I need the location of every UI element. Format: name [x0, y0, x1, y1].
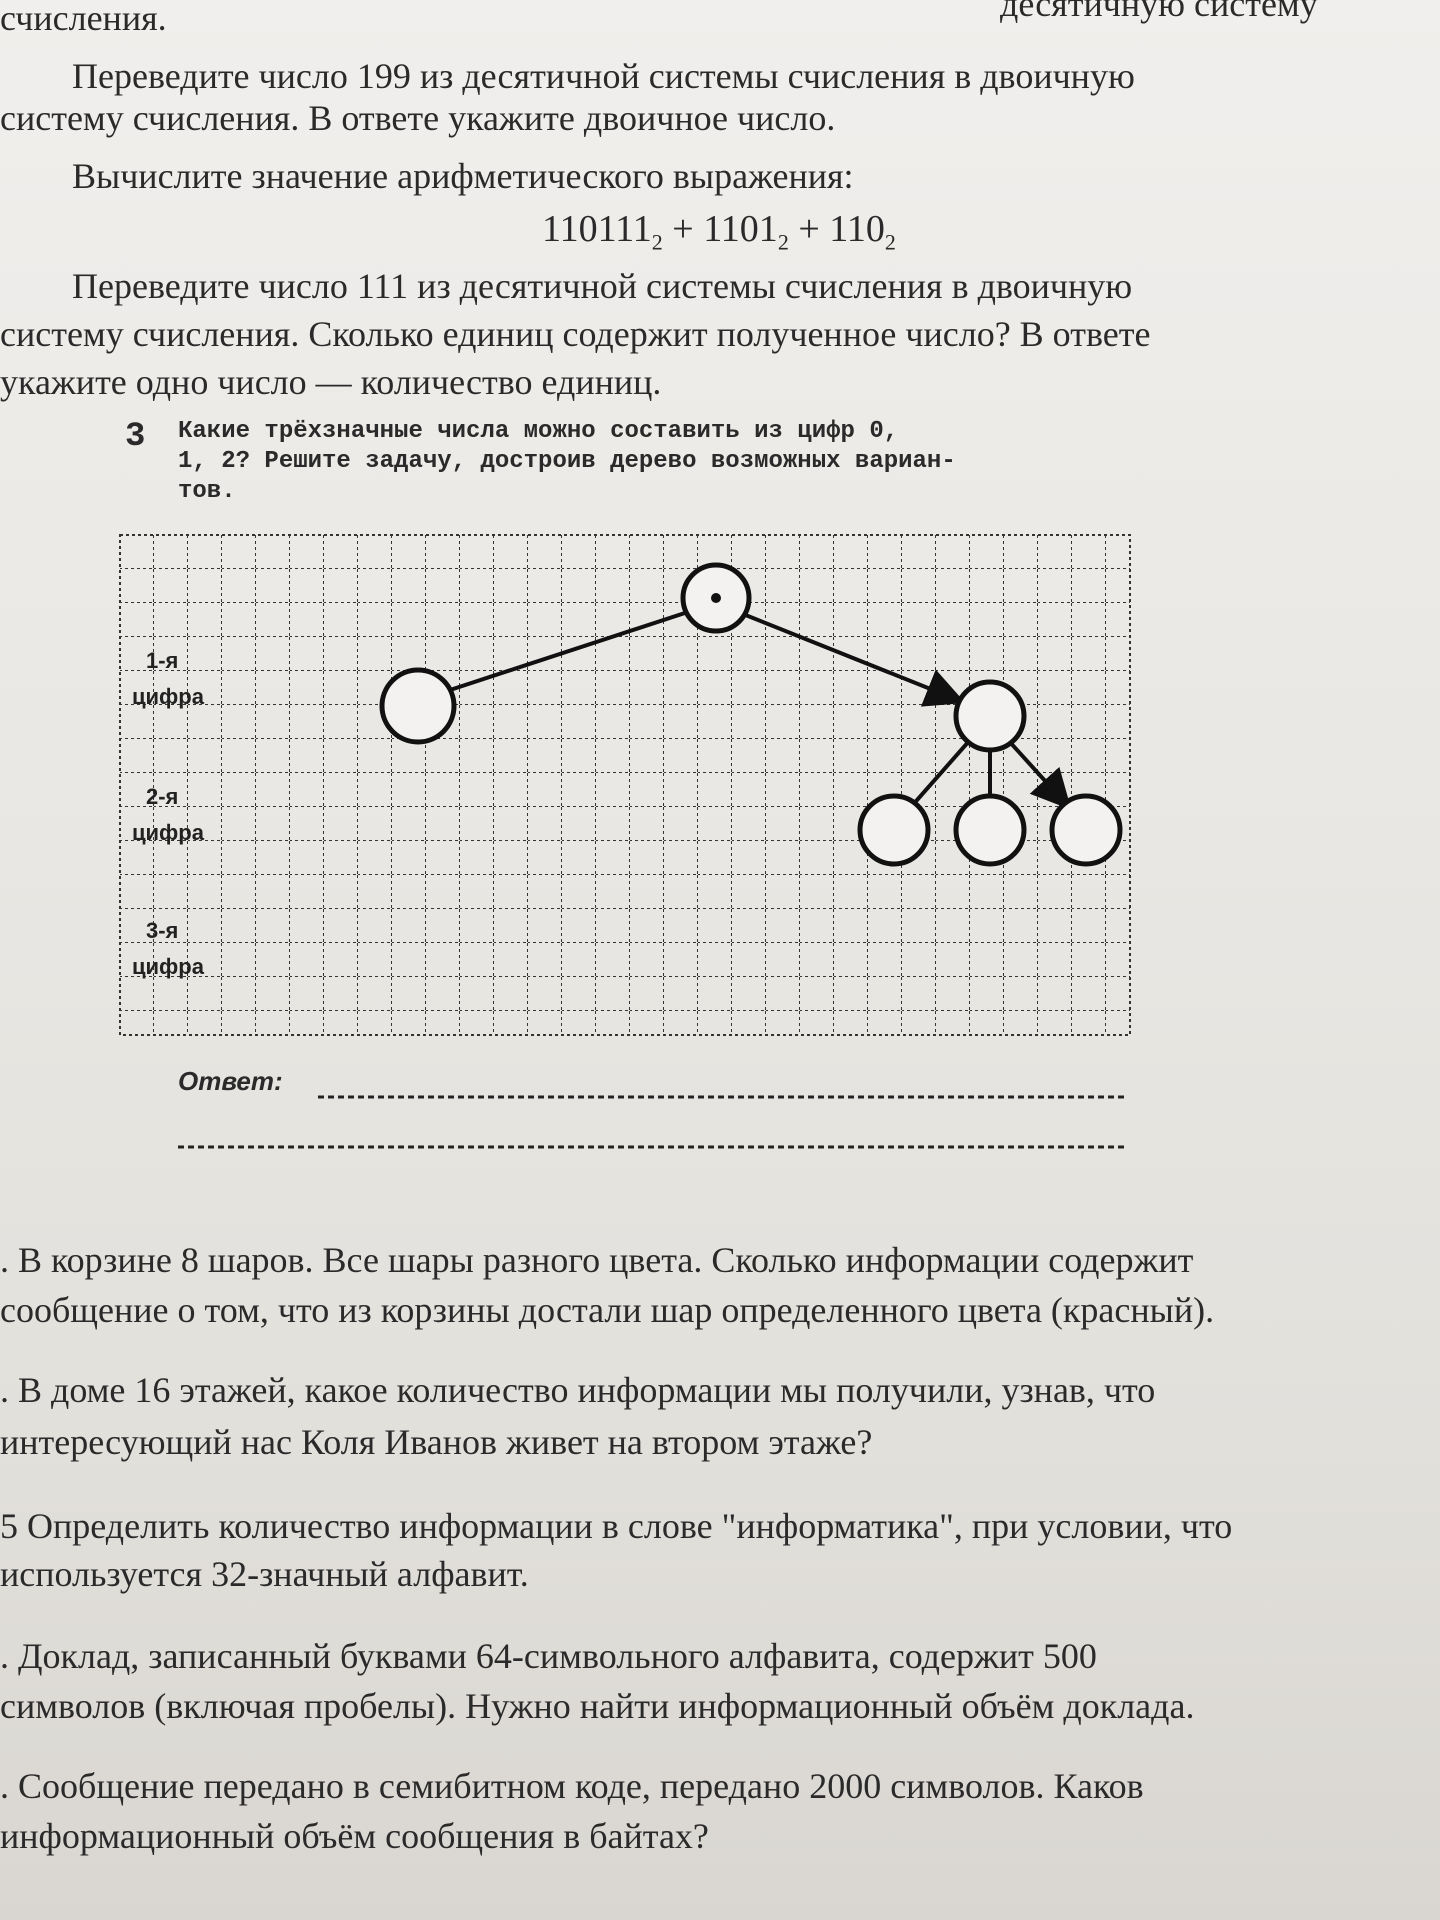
task-111-line1: Переведите число 111 из десятичной системы счисления в двоичную	[72, 266, 1133, 306]
prev-task-tail-right: десятичную систему	[1000, 0, 1318, 24]
task-word-line2: используется 32-значный алфавит.	[0, 1554, 529, 1594]
grid-area	[120, 535, 1130, 1035]
task-111-line3: укажите одно число — количество единиц.	[0, 362, 662, 402]
tree-task-line3: тов.	[178, 478, 236, 505]
task-floors-line2: интересующий нас Коля Иванов живет на втором этаже?	[0, 1422, 873, 1462]
tree-task-line1: Какие трёхзначные числа можно составить из цифр 0,	[178, 418, 899, 445]
task-199-line1: Переведите число 199 из десятичной системы счисления в двоичную	[72, 56, 1135, 96]
row-label-2-word: цифра	[132, 820, 204, 845]
row-label-1-num: 1-я	[146, 648, 179, 673]
row-label-2-num: 2-я	[146, 784, 179, 809]
task-report-line2: символов (включая пробелы). Нужно найти информационный объём доклада.	[0, 1686, 1195, 1726]
node-first-digit-left	[382, 670, 454, 742]
task-balls-line2: сообщение о том, что из корзины достали шар определенного цвета (красный).	[0, 1290, 1215, 1330]
task-word-line1: 5 Определить количество информации в слове "информатика", при условии, что	[0, 1506, 1233, 1546]
task-message-line2: информационный объём сообщения в байтах?	[0, 1816, 709, 1856]
task-expr-line1: Вычислите значение арифметического выражения:	[72, 156, 854, 196]
prev-task-tail: счисления.	[0, 0, 167, 38]
task-number: 3	[125, 418, 146, 456]
arith-expression: $110111_2 + 1101_2 + 110_2$	[542, 208, 896, 255]
row-label-1-word: цифра	[132, 684, 204, 709]
node-second-digit-3	[1052, 796, 1120, 864]
task-report-line1: . Доклад, записанный буквами 64-символьного алфавита, содержит 500	[0, 1636, 1097, 1676]
task-message-line1: . Сообщение передано в семибитном коде, передано 2000 символов. Каков	[0, 1766, 1144, 1806]
task-199-line2: систему счисления. В ответе укажите двоичное число.	[0, 98, 836, 138]
tree-task-line2: 1, 2? Решите задачу, достроив дерево возможных вариан-	[178, 448, 956, 475]
row-label-3-word: цифра	[132, 954, 204, 979]
row-label-3-num: 3-я	[146, 918, 179, 943]
answer-label: Ответ:	[178, 1066, 283, 1096]
node-second-digit-2	[956, 796, 1024, 864]
root-dot	[711, 593, 721, 603]
task-floors-line1: . В доме 16 этажей, какое количество информации мы получили, узнав, что	[0, 1370, 1156, 1410]
task-balls-line1: . В корзине 8 шаров. Все шары разного цвета. Сколько информации содержит	[0, 1240, 1194, 1280]
task-111-line2: систему счисления. Сколько единиц содержит полученное число? В ответе	[0, 314, 1151, 354]
node-first-digit-right	[956, 682, 1024, 750]
node-second-digit-1	[860, 796, 928, 864]
